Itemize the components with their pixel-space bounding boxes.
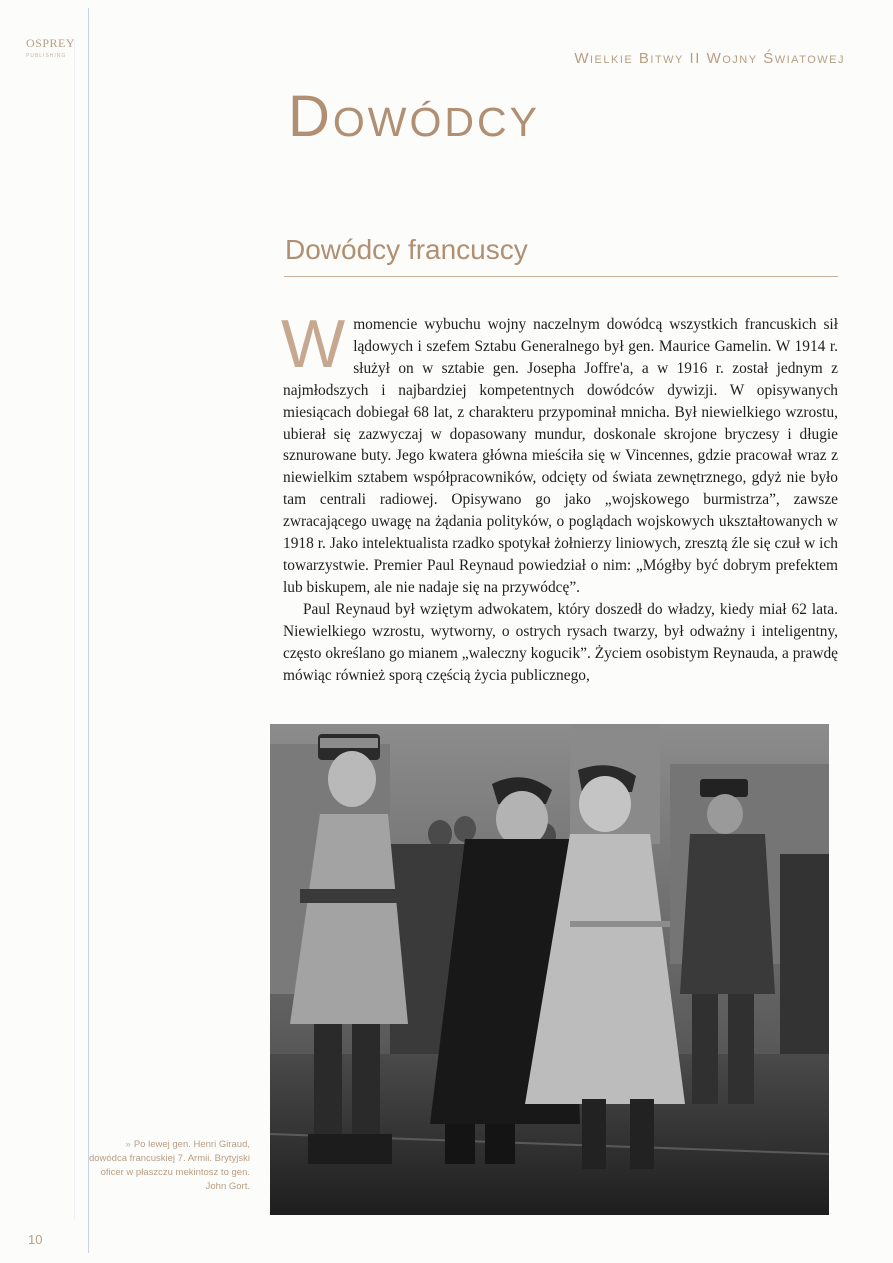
- section-heading: Dowódcy francuscy: [285, 234, 528, 265]
- logo-subtitle: PUBLISHING: [26, 53, 67, 59]
- series-title: Wielkie Bitwy II Wojny Światowej: [574, 50, 845, 67]
- photo-caption: [88, 1138, 250, 1194]
- publisher-logo: [26, 34, 84, 59]
- caption-arrow-icon: »: [125, 1139, 131, 1150]
- margin-shadow: [74, 40, 75, 1220]
- caption-text: Po lewej gen. Henri Giraud, dowódca francuskiej 7. Armii. Brytyjski oficer w płaszczu mekintosz to gen. John Gort.: [88, 1139, 250, 1192]
- body-text: [281, 306, 838, 686]
- paragraph-2: Paul Reynaud był wziętym adwokatem, który doszedł do władzy, kiedy miał 62 lata. Niewielkiego wzrostu, wytworny, o ostrych rysach twarzy, był odważny i inteligentny, często określano go mianem „waleczny kogucik”. Życiem osobistym Reynauda, a prawdę mówiąc również sporą częścią życia publicznego,: [283, 600, 838, 684]
- historical-photo: [270, 724, 829, 1215]
- page-number: 10: [28, 1232, 43, 1247]
- drop-cap: W: [281, 306, 346, 382]
- paragraph-1: [281, 306, 838, 599]
- chapter-title: Dowódcy: [288, 84, 540, 149]
- section-divider: [284, 276, 838, 277]
- margin-rule: [88, 8, 89, 1253]
- logo-text: OSPREY: [26, 36, 76, 50]
- paragraph-1-text: momencie wybuchu wojny naczelnym dowódcą wszystkich francuskich sił lądowych i szefem Sztabu Generalnego był gen. Maurice Gamelin. W 1914 r. służył on w sztabie gen. Josepha Joffre'a, a w 1916 r. został jednym z najmłodszych i najbardziej kompetentnych dowódców dywizji. W opisywanych miesiącach dobiegał 68 lat, z charakteru przypominał mnicha. Był niewielkiego wzrostu, ubierał się zazwyczaj w dopasowany mundur, doskonale skrojone bryczesy i długie sznurowane buty. Jego kwatera główna mieściła się w Vincennes, gdzie pracował wraz z niewielkim sztabem współpracowników, odcięty od świata zewnętrznego, gdyż nie było tam centrali radiowej. Opisywano go jako „wojskowego burmistrza”, zawsze zwracającego uwagę na żądania polityków, o poglądach wojskowych ukształtowanych w 1918 r. Jako intelektualista rzadko spotykał żołnierzy liniowych, zresztą źle się czuł w ich towarzystwie. Premier Paul Reynaud powiedział o nim: „Mógłby być dobrym prefektem lub biskupem, ale nie nadaje się na przywódcę”.: [283, 316, 838, 596]
